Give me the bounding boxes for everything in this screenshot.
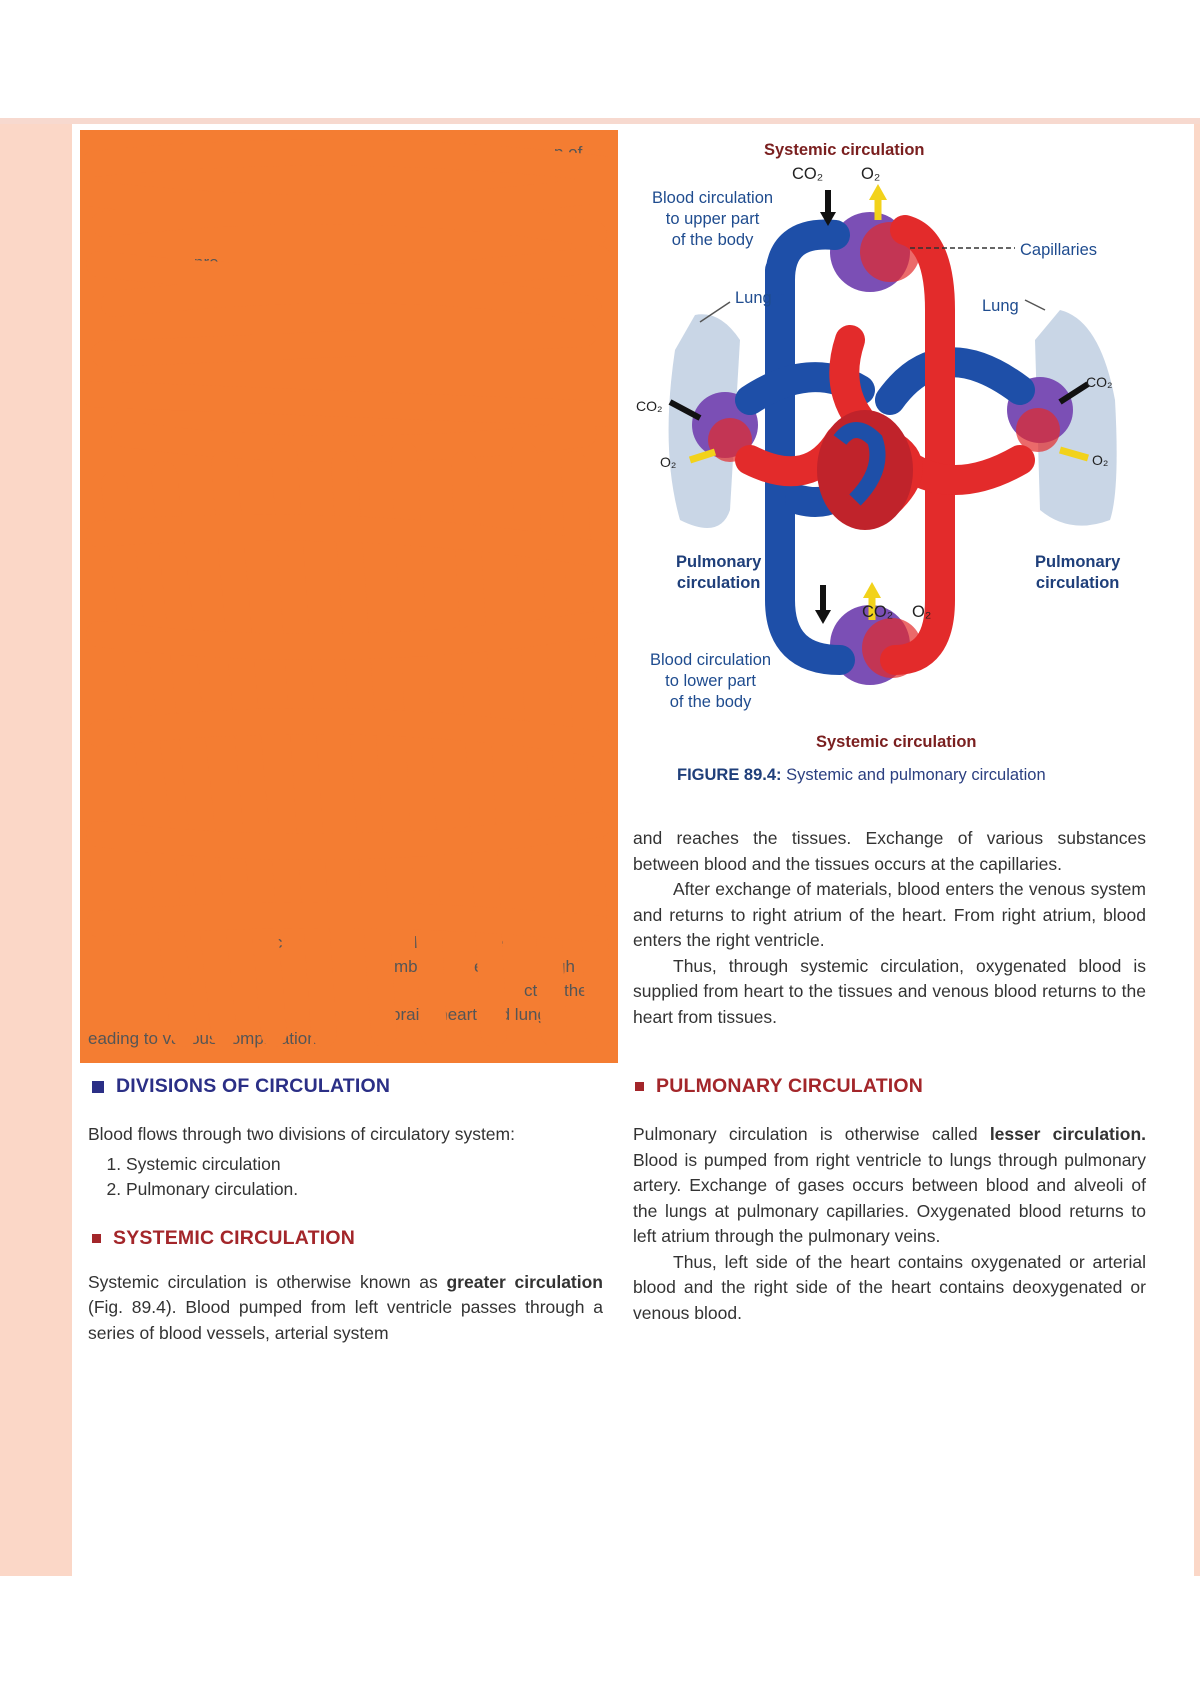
- lower-body-label: Blood circulation to lower part of the body: [650, 651, 772, 711]
- heading-bullet-icon: [92, 1081, 104, 1093]
- redacted-fragment: pre.: [194, 253, 224, 272]
- redacted-fragment: or c: [254, 933, 283, 952]
- paragraph-heart-sides: Thus, left side of the heart contains oxygenated or arterial blood and the right side of the heart contains deoxygenated or venous blood.: [633, 1251, 1146, 1323]
- paragraph-systemic: Systemic circulation is otherwise known as greater circulation (Fig. 89.4). Blood pumped from left ventricle passes through a series of blood vessels, arterial system: [88, 1271, 603, 1343]
- systemic-heading: SYSTEMIC CIRCULATION: [92, 1227, 603, 1250]
- lung-right-leader: [1025, 300, 1045, 310]
- redacted-fragment: de: [492, 145, 511, 164]
- scribble-overlay: [84, 134, 614, 1059]
- capillaries-label: Capillaries: [1020, 241, 1098, 259]
- figure-top-title: Systemic circulation: [764, 141, 925, 159]
- redacted-fragment: p of: [554, 143, 583, 162]
- o2-label-right: O₂: [1092, 452, 1109, 468]
- page-top-band: [0, 118, 1200, 124]
- page-left-margin: [0, 124, 72, 1576]
- figure-bottom-title: Systemic circulation: [816, 733, 977, 751]
- paragraph-pulmonary: Pulmonary circulation is otherwise called lesser circulation. Blood is pumped from right ventricle to lungs through pulmonary artery. Exchange of gases occurs between blood and alveoli of the lungs at pulmonary capillaries. Oxygenated blood returns to left atrium through the pulmonary veins.: [633, 1124, 1146, 1246]
- redacted-fragment: W: [124, 147, 141, 166]
- redacted-fragment: gh: [556, 957, 575, 976]
- paragraph-venous-return: After exchange of materials, blood enters the venous system and returns to right atrium of the heart. From right atrium, blood enters the right ventricle.: [633, 879, 1146, 950]
- lung-right-label: Lung: [982, 297, 1019, 315]
- redacted-fragment: the: [564, 981, 588, 1000]
- heading-bullet-icon: [92, 1234, 101, 1243]
- upper-body-label: Blood circulation to upper part of the body: [652, 189, 774, 249]
- redacted-fragment: eading to various complications: [88, 1029, 326, 1048]
- co2-label-top: CO₂: [792, 165, 824, 183]
- paragraph-tissue-exchange: and reaches the tissues. Exchange of various substances between blood and the tissues occurs at the capillaries.: [633, 828, 1146, 874]
- pulmonary-label-right: Pulmonary circulation: [1035, 553, 1121, 592]
- redacted-fragment: rie: [234, 345, 253, 364]
- redacted-fragment: mb: [394, 957, 418, 976]
- redacted-fragment: el: [474, 957, 488, 976]
- co2-label-bottom: CO₂: [862, 603, 894, 621]
- pulmonary-label-left: Pulmonary circulation: [676, 553, 762, 592]
- figure-caption-text: Systemic and pulmonary circulation: [781, 766, 1046, 784]
- page-right-margin: [1194, 124, 1200, 1576]
- divisions-intro: Blood flows through two divisions of circulatory system:: [88, 1124, 515, 1144]
- redacted-fragment: e: [494, 933, 504, 952]
- redacted-fragment: Ar: [194, 345, 211, 364]
- figure-caption: [677, 766, 1046, 785]
- right-column-lower: [633, 1075, 1146, 1326]
- right-column-upper: [633, 826, 1146, 1030]
- list-item: 1. Systemic circulation: [126, 1152, 603, 1178]
- divisions-heading: DIVISIONS OF CIRCULATION: [92, 1075, 603, 1098]
- heading-bullet-icon: [635, 1082, 644, 1091]
- circulation-figure: [636, 140, 1150, 760]
- co2-label-right: CO₂: [1086, 374, 1113, 390]
- redacted-fragment: bo: [414, 933, 433, 952]
- pulmonary-heading: PULMONARY CIRCULATION: [635, 1075, 1146, 1098]
- list-item: 2. Pulmonary circulation.: [126, 1177, 603, 1203]
- o2-label-bottom: O₂: [912, 603, 932, 621]
- lung-left-label: Lung: [735, 289, 772, 307]
- divisions-list: [88, 1152, 603, 1203]
- redacted-fragment: venae cavae are: [304, 143, 430, 162]
- paragraph-systemic-summary: Thus, through systemic circulation, oxygenated blood is supplied from heart to the tissues and venous blood returns to the heart from tissues.: [633, 955, 1146, 1027]
- o2-label-left: O₂: [660, 454, 677, 470]
- figure-caption-label: FIGURE 89.4:: [677, 766, 782, 784]
- redacted-fragment: ct: [524, 981, 538, 1000]
- redacted-fragment: is brain, heart and lungs,: [374, 1005, 561, 1024]
- co2-label-left: CO₂: [636, 398, 663, 414]
- o2-label-top: O₂: [861, 165, 881, 183]
- redacted-text-block: [80, 130, 618, 1063]
- left-column-lower: [88, 1075, 603, 1346]
